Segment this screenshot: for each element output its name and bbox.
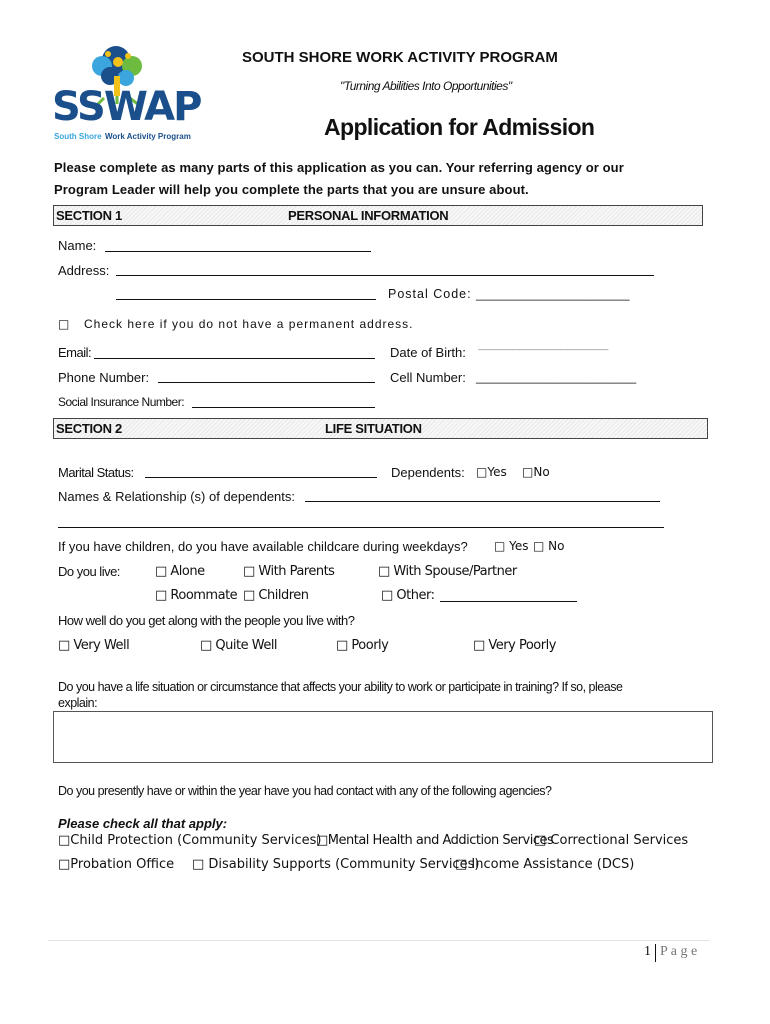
dob-field[interactable]: ——————————————————— — [478, 345, 608, 354]
logo-text: SSWAP — [52, 84, 201, 130]
childcare-question: If you have children, do you have available childcare during weekdays? — [58, 539, 468, 554]
agency-disability-checkbox[interactable]: □ Disability Supports (Community Services) — [192, 857, 480, 872]
cell-label: Cell Number: — [390, 370, 466, 385]
address-field-line1[interactable] — [116, 275, 654, 276]
names-dependents-field-2[interactable] — [58, 527, 664, 528]
agency-income-assistance-checkbox[interactable]: □ Income Assistance (DCS) — [455, 857, 635, 872]
sin-field[interactable] — [192, 407, 375, 408]
agencies-question: Do you presently have or within the year have you had contact with any of the following agencies? — [58, 784, 552, 798]
marital-field[interactable] — [145, 477, 377, 478]
postal-code-label: Postal Code: — [388, 287, 472, 301]
email-field[interactable] — [94, 358, 375, 359]
logo-subtitle-b: Work Activity Program — [105, 132, 191, 141]
name-label: Name: — [58, 238, 97, 253]
section2-label: SECTION 2 — [56, 421, 122, 436]
phone-label: Phone Number: — [58, 370, 150, 385]
getalong-option-poorly[interactable]: □ Poorly — [336, 638, 389, 653]
life-question-line1: Do you have a life situation or circumstance that affects your ability to work or participate in training? If so, please — [58, 680, 623, 694]
no-address-checkbox[interactable]: □ — [58, 317, 70, 331]
sin-label: Social Insurance Number: — [58, 395, 185, 409]
childcare-no-checkbox[interactable]: □ No — [533, 539, 565, 553]
dob-label: Date of Birth: — [390, 345, 466, 360]
getalong-option-quite-well[interactable]: □ Quite Well — [200, 638, 278, 653]
names-dependents-label: Names & Relationship (s) of dependents: — [58, 489, 296, 504]
childcare-yes-checkbox[interactable]: □ Yes — [494, 539, 529, 553]
tagline: "Turning Abilities Into Opportunities" — [340, 79, 512, 93]
agency-correctional-checkbox[interactable]: □ Correctional Services — [534, 833, 689, 848]
name-field[interactable] — [105, 251, 371, 252]
live-option-children[interactable]: □ Children — [243, 588, 309, 603]
intro-line-1: Please complete as many parts of this application as you can. Your referring agency or our — [54, 160, 624, 175]
org-name: SOUTH SHORE WORK ACTIVITY PROGRAM — [242, 49, 558, 66]
intro-line-2: Program Leader will help you complete the parts that you are unsure about. — [54, 182, 529, 197]
agency-child-protection-checkbox[interactable]: □Child Protection (Community Services) — [58, 833, 322, 848]
live-option-alone[interactable]: □ Alone — [155, 564, 205, 579]
live-question: Do you live: — [58, 564, 120, 579]
section2-title: LIFE SITUATION — [325, 421, 422, 436]
live-option-parents[interactable]: □ With Parents — [243, 564, 335, 579]
page-title: Application for Admission — [324, 114, 595, 140]
life-question-line2: explain: — [58, 696, 98, 710]
logo-subtitle-a: South Shore — [54, 132, 102, 141]
page-label: P a g e — [660, 944, 698, 959]
dependents-no-checkbox[interactable]: □No — [522, 465, 550, 479]
page-number: 1 — [644, 944, 651, 959]
address-field-line2[interactable] — [116, 299, 376, 300]
live-option-other[interactable]: □ Other: — [381, 588, 435, 603]
dependents-label: Dependents: — [391, 465, 465, 480]
names-dependents-field-1[interactable] — [305, 501, 660, 502]
cell-field[interactable]: ________________________ — [476, 370, 637, 384]
logo — [48, 40, 200, 150]
agency-mental-health-checkbox[interactable]: □Mental Health and Addiction Services — [316, 833, 554, 848]
live-option-roommate[interactable]: □ Roommate — [155, 588, 238, 603]
live-option-spouse[interactable]: □ With Spouse/Partner — [378, 564, 517, 579]
section1-title: PERSONAL INFORMATION — [288, 208, 449, 223]
phone-field[interactable] — [158, 382, 375, 383]
footer-divider — [48, 940, 710, 941]
check-all-label: Please check all that apply: — [58, 816, 228, 831]
dependents-yes-checkbox[interactable]: □Yes — [476, 465, 507, 479]
getalong-option-very-well[interactable]: □ Very Well — [58, 638, 130, 653]
marital-label: Marital Status: — [58, 465, 134, 480]
section1-label: SECTION 1 — [56, 208, 122, 223]
address-label: Address: — [58, 263, 110, 278]
email-label: Email: — [58, 345, 92, 360]
getalong-option-very-poorly[interactable]: □ Very Poorly — [473, 638, 556, 653]
postal-code-field[interactable]: _______________________ — [476, 287, 630, 301]
life-explain-textarea[interactable] — [53, 711, 713, 763]
live-other-field[interactable] — [440, 601, 577, 602]
no-address-label: Check here if you do not have a permanent address. — [84, 317, 414, 331]
agency-probation-checkbox[interactable]: □Probation Office — [58, 857, 175, 872]
page-number-separator — [655, 944, 656, 962]
getalong-question: How well do you get along with the people you live with? — [58, 613, 355, 628]
